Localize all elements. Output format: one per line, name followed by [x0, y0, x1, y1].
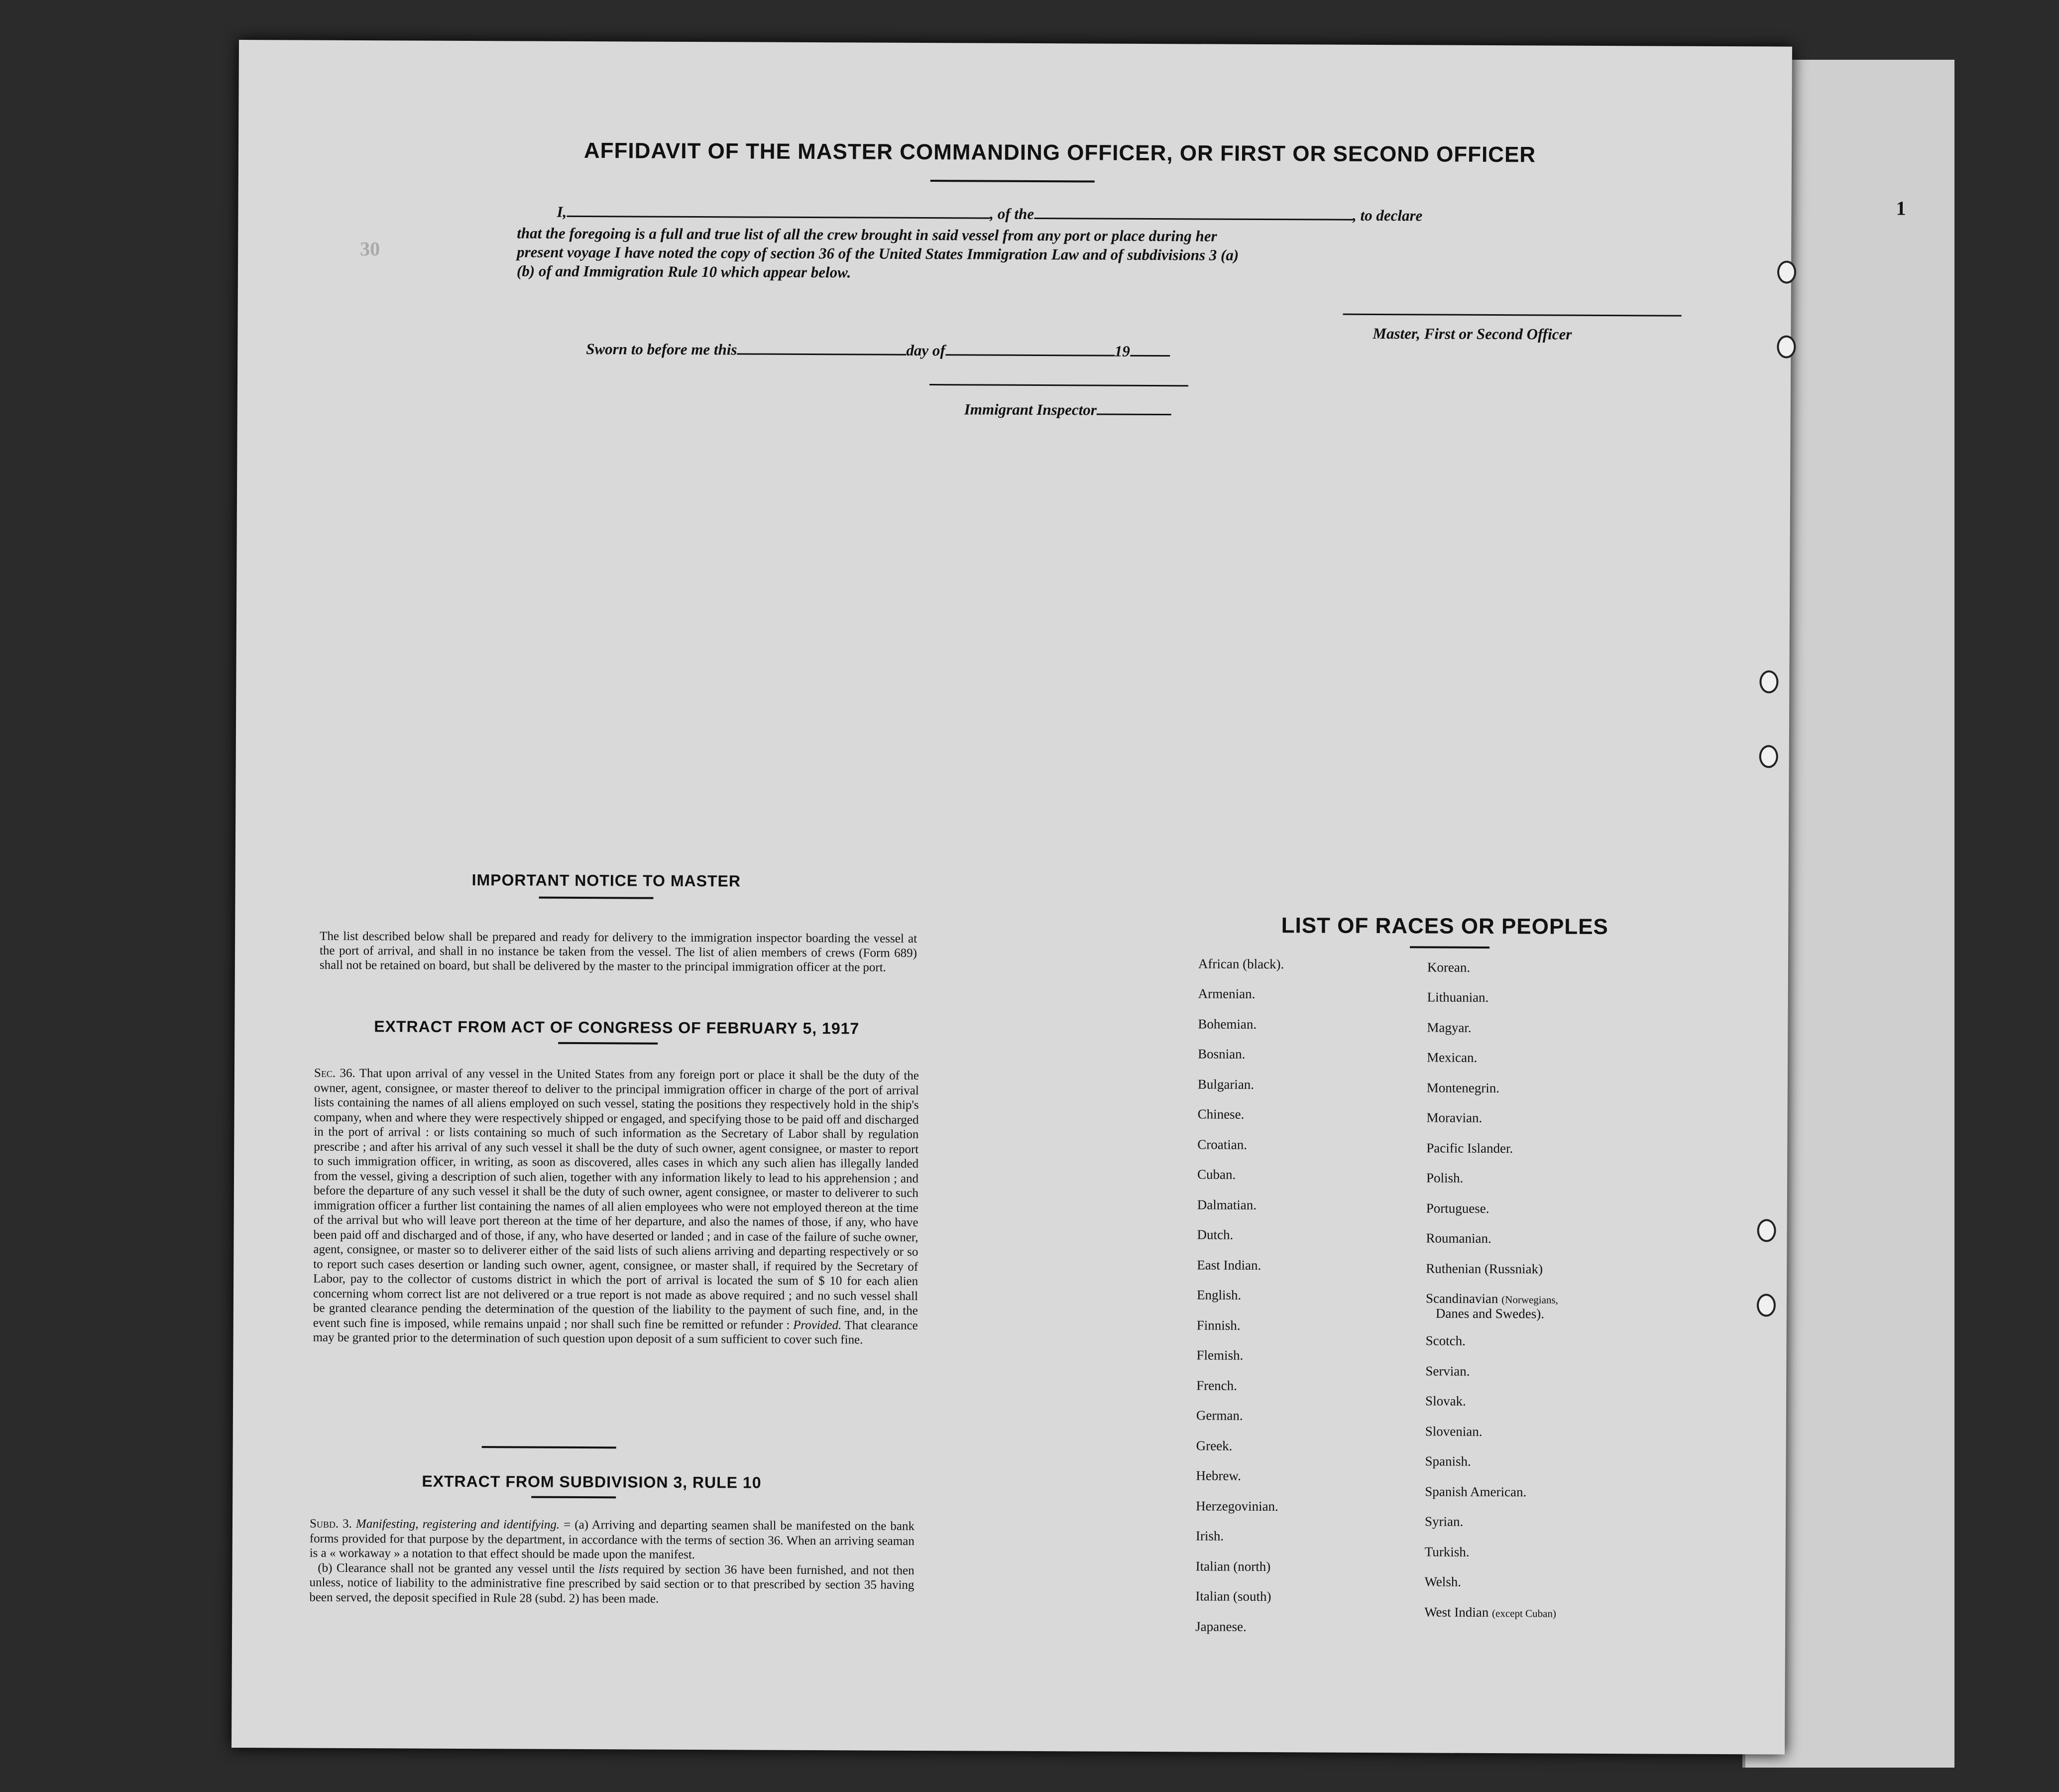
race-item: Slovak.	[1425, 1393, 1466, 1409]
race-item: Bosnian.	[1198, 1046, 1246, 1062]
races-title: LIST OF RACES OR PEOPLES	[1281, 913, 1608, 940]
race-item: Slovenian.	[1425, 1424, 1483, 1439]
races-underline	[1410, 946, 1489, 949]
race-item: Herzegovinian.	[1196, 1498, 1278, 1514]
affidavit-of-the: , of the	[990, 205, 1034, 223]
race-item: Lithuanian.	[1427, 989, 1489, 1005]
race-item: Pacific Islander.	[1426, 1140, 1513, 1156]
inspector-signature-line[interactable]	[929, 384, 1188, 386]
rule-extract-title: EXTRACT FROM SUBDIVISION 3, RULE 10	[422, 1472, 762, 1492]
race-item: Portuguese.	[1426, 1200, 1489, 1216]
race-item: Magyar.	[1427, 1020, 1472, 1035]
race-item-west-indian	[1424, 1604, 1556, 1620]
race-item: Roumanian.	[1426, 1230, 1491, 1246]
corner-mark: 1	[1896, 197, 1906, 220]
race-item: Italian (south)	[1195, 1588, 1271, 1604]
affidavit-i: I,	[557, 203, 567, 221]
race-item: Flemish.	[1196, 1347, 1244, 1363]
race-item: Montenegrin.	[1426, 1080, 1500, 1096]
binder-hole-icon	[1757, 1219, 1776, 1242]
binder-hole-icon	[1759, 670, 1778, 693]
inspector-label-text: Immigrant Inspector	[964, 400, 1097, 419]
race-item: Greek.	[1196, 1438, 1233, 1453]
race-item: Welsh.	[1424, 1574, 1462, 1589]
subd-heading: Manifesting, registering and identifying.	[355, 1517, 560, 1532]
title-underline	[930, 180, 1095, 182]
race-item: Italian (north)	[1195, 1558, 1271, 1574]
race-item: Turkish.	[1424, 1544, 1470, 1559]
race-item: Dutch.	[1197, 1227, 1234, 1242]
act-extract-title: EXTRACT FROM ACT OF CONGRESS OF FEBRUARY 5, 1917	[374, 1017, 860, 1038]
affidavit-title: AFFIDAVIT OF THE MASTER COMMANDING OFFICER, OR FIRST OR SECOND OFFICER	[583, 138, 1536, 167]
notice-text: The list described below shall be prepared and ready for delivery to the immigration inspector boarding the vessel at the port of arrival, and shall in no instance be taken from the vessel. The list of alien members of crews (Form 689) shall not be retained on board, but shall be delivered by the master to the principal immigration officer at the port.	[319, 929, 917, 974]
para-b-lists: lists	[598, 1562, 619, 1576]
provided-label: Provided.	[793, 1318, 842, 1332]
race-item: Bulgarian.	[1197, 1076, 1255, 1092]
race-item: East Indian.	[1197, 1257, 1261, 1273]
race-item: Scotch.	[1425, 1333, 1466, 1348]
race-item: Irish.	[1195, 1528, 1224, 1544]
race-name: Scandinavian	[1425, 1291, 1498, 1307]
race-item: Finnish.	[1196, 1317, 1241, 1333]
race-item: French.	[1196, 1378, 1238, 1393]
section-36-part-2: for each alien concerning whom correct list are not delivered or a true report is not made as above required ; and no such vessel shall be granted clearance pending the determination of the question of the liability to the payment of such fine, and, in the event such fine is imposed, while remains unpaid ; nor shall such fine be remitted or refunder :	[313, 1274, 918, 1332]
inspector-blank[interactable]	[1097, 414, 1171, 416]
race-item: Ruthenian (Russniak)	[1426, 1261, 1543, 1277]
rule-separator	[482, 1446, 616, 1448]
race-note-continued: Danes and Swedes).	[1435, 1306, 1545, 1321]
race-item: Korean.	[1427, 959, 1471, 975]
binder-hole-icon	[1757, 1294, 1776, 1316]
para-b-end: required by section 36 have been furnished, and not then unless, notice of liability to the administrative fine prescribed by said section or to that prescribed by section 35 having been served, the deposit specified in Rule 28 (subd. 2) has been made.	[309, 1562, 915, 1606]
affidavit-line-1	[557, 203, 1422, 225]
race-name: West Indian	[1424, 1604, 1489, 1620]
year-blank[interactable]	[1130, 355, 1170, 357]
race-item: African (black).	[1198, 956, 1284, 972]
sworn-line	[586, 340, 1170, 360]
affidavit-declare: , to declare	[1352, 206, 1423, 225]
rule-extract-underline	[531, 1496, 616, 1499]
race-item: Hebrew.	[1196, 1468, 1241, 1483]
fine-amount: $ 10	[818, 1274, 842, 1288]
para-a: = (a) Arriving and departing seamen shall be manifested on the bank forms provided for that purpose by the department, in accordance with the terms of section 36. When an arriving seaman is a « workaway » a notation to that effect should be made upon the manifest.	[309, 1518, 915, 1562]
left-page-number: 30	[360, 238, 380, 260]
affidavit-line-4: (b) of and Immigration Rule 10 which appear below.	[516, 262, 851, 281]
race-item: Spanish.	[1425, 1453, 1471, 1469]
section-36-part-3: That clearance may be granted prior to the determination of such question upon deposit of a sum sufficient to cover such fine.	[313, 1318, 918, 1347]
inspector-label	[964, 400, 1171, 419]
section-36-text	[313, 1066, 919, 1348]
race-note: (except Cuban)	[1491, 1607, 1556, 1620]
subd-label: Subd. 3.	[309, 1517, 352, 1531]
notice-title: IMPORTANT NOTICE TO MASTER	[471, 871, 741, 890]
race-item: Bohemian.	[1198, 1016, 1257, 1032]
race-item: Chinese.	[1197, 1106, 1245, 1122]
sworn-day-blank[interactable]	[737, 353, 906, 355]
race-item: Moravian.	[1426, 1110, 1483, 1125]
year-prefix: 19	[1114, 342, 1130, 360]
day-of-label: day of	[906, 341, 945, 359]
signature-line[interactable]	[1343, 314, 1682, 317]
binder-hole-icon	[1777, 335, 1796, 358]
section-36-part-1: That upon arrival of any vessel in the United States from any foreign port or place it shall be the duty of the owner, agent, consignee, or master thereof to deliver to the principal immigration officer in charge of the port of arrival lists containing the names of all aliens employed on such vessel, stating the positions they respectively hold in the ship's company, when and where they were respectively shipped or engaged, and specifying those to be paid off and discharged in the port of arrival : or lists containing so much of such information as the Secretary of Labor shall by regulation prescribe ; and after his arrival of any such vessel it shall be the duty of such owner, agent consignee, or master to report to such immigration officer, in writing, as soon as discovered, alles cases in which any such alien has illegally landed from the vessel, giving a description of such alien, together with any information likely to lead to his apprehension ; and before the departure of any such vessel it shall be the duty of such owner, agent consignee, or master to deliverer to such immigration officer a further list containing the names of all alien employees who were not employed thereon at the time of the arrival but who will leave port thereon at the time of her departure, and also the names of those, if any, who have been paid off and discharged and of those, if any, who have deserted or landed ; and in case of the failure of suche owner, agent, consignee, or master so to deliverer either of the said lists of such aliens arriving and departing respectively or so to report such cases desertion or landing such owner, agent, consignee, or master shall, if required by the Secretary of Labor, pay to the collector of customs district in which the port of arrival is located the sum of	[313, 1067, 919, 1288]
race-item: Japanese.	[1195, 1619, 1247, 1634]
sworn-label: Sworn to before me this	[586, 340, 737, 358]
race-item: Spanish American.	[1425, 1484, 1527, 1500]
race-item: German.	[1196, 1408, 1243, 1423]
race-item: Servian.	[1425, 1363, 1470, 1379]
race-note: (Norwegians,	[1501, 1294, 1558, 1306]
name-blank[interactable]	[567, 216, 990, 219]
race-item: Syrian.	[1424, 1514, 1464, 1529]
affidavit-line-3: present voyage I have noted the copy of section 36 of the United States Immigration Law and of subdivisions 3 (a)	[517, 243, 1239, 264]
race-item: Armenian.	[1198, 986, 1256, 1001]
binder-hole-icon	[1777, 260, 1796, 283]
race-item-scandinavian	[1426, 1291, 1558, 1307]
race-item: Polish.	[1426, 1170, 1464, 1186]
act-extract-underline	[558, 1042, 658, 1045]
race-item: Dalmatian.	[1197, 1197, 1257, 1212]
document-page	[231, 40, 1906, 1755]
signature-label: Master, First or Second Officer	[1373, 324, 1572, 343]
affidavit-line-2: that the foregoing is a full and true list of all the crew brought in said vessel from any port or place during her	[517, 224, 1217, 245]
para-b-start: (b) Clearance shall not be granted any vessel until the	[318, 1561, 595, 1576]
binder-hole-icon	[1759, 745, 1778, 768]
vessel-blank[interactable]	[1034, 218, 1353, 221]
race-item: Croatian.	[1197, 1137, 1248, 1152]
race-item: Cuban.	[1197, 1167, 1236, 1182]
subdivision-3-text	[309, 1517, 915, 1607]
race-item: English.	[1196, 1287, 1242, 1303]
section-label: Sec. 36.	[314, 1066, 355, 1080]
notice-underline	[539, 897, 653, 899]
race-item: Mexican.	[1427, 1050, 1478, 1065]
month-blank[interactable]	[945, 354, 1115, 356]
